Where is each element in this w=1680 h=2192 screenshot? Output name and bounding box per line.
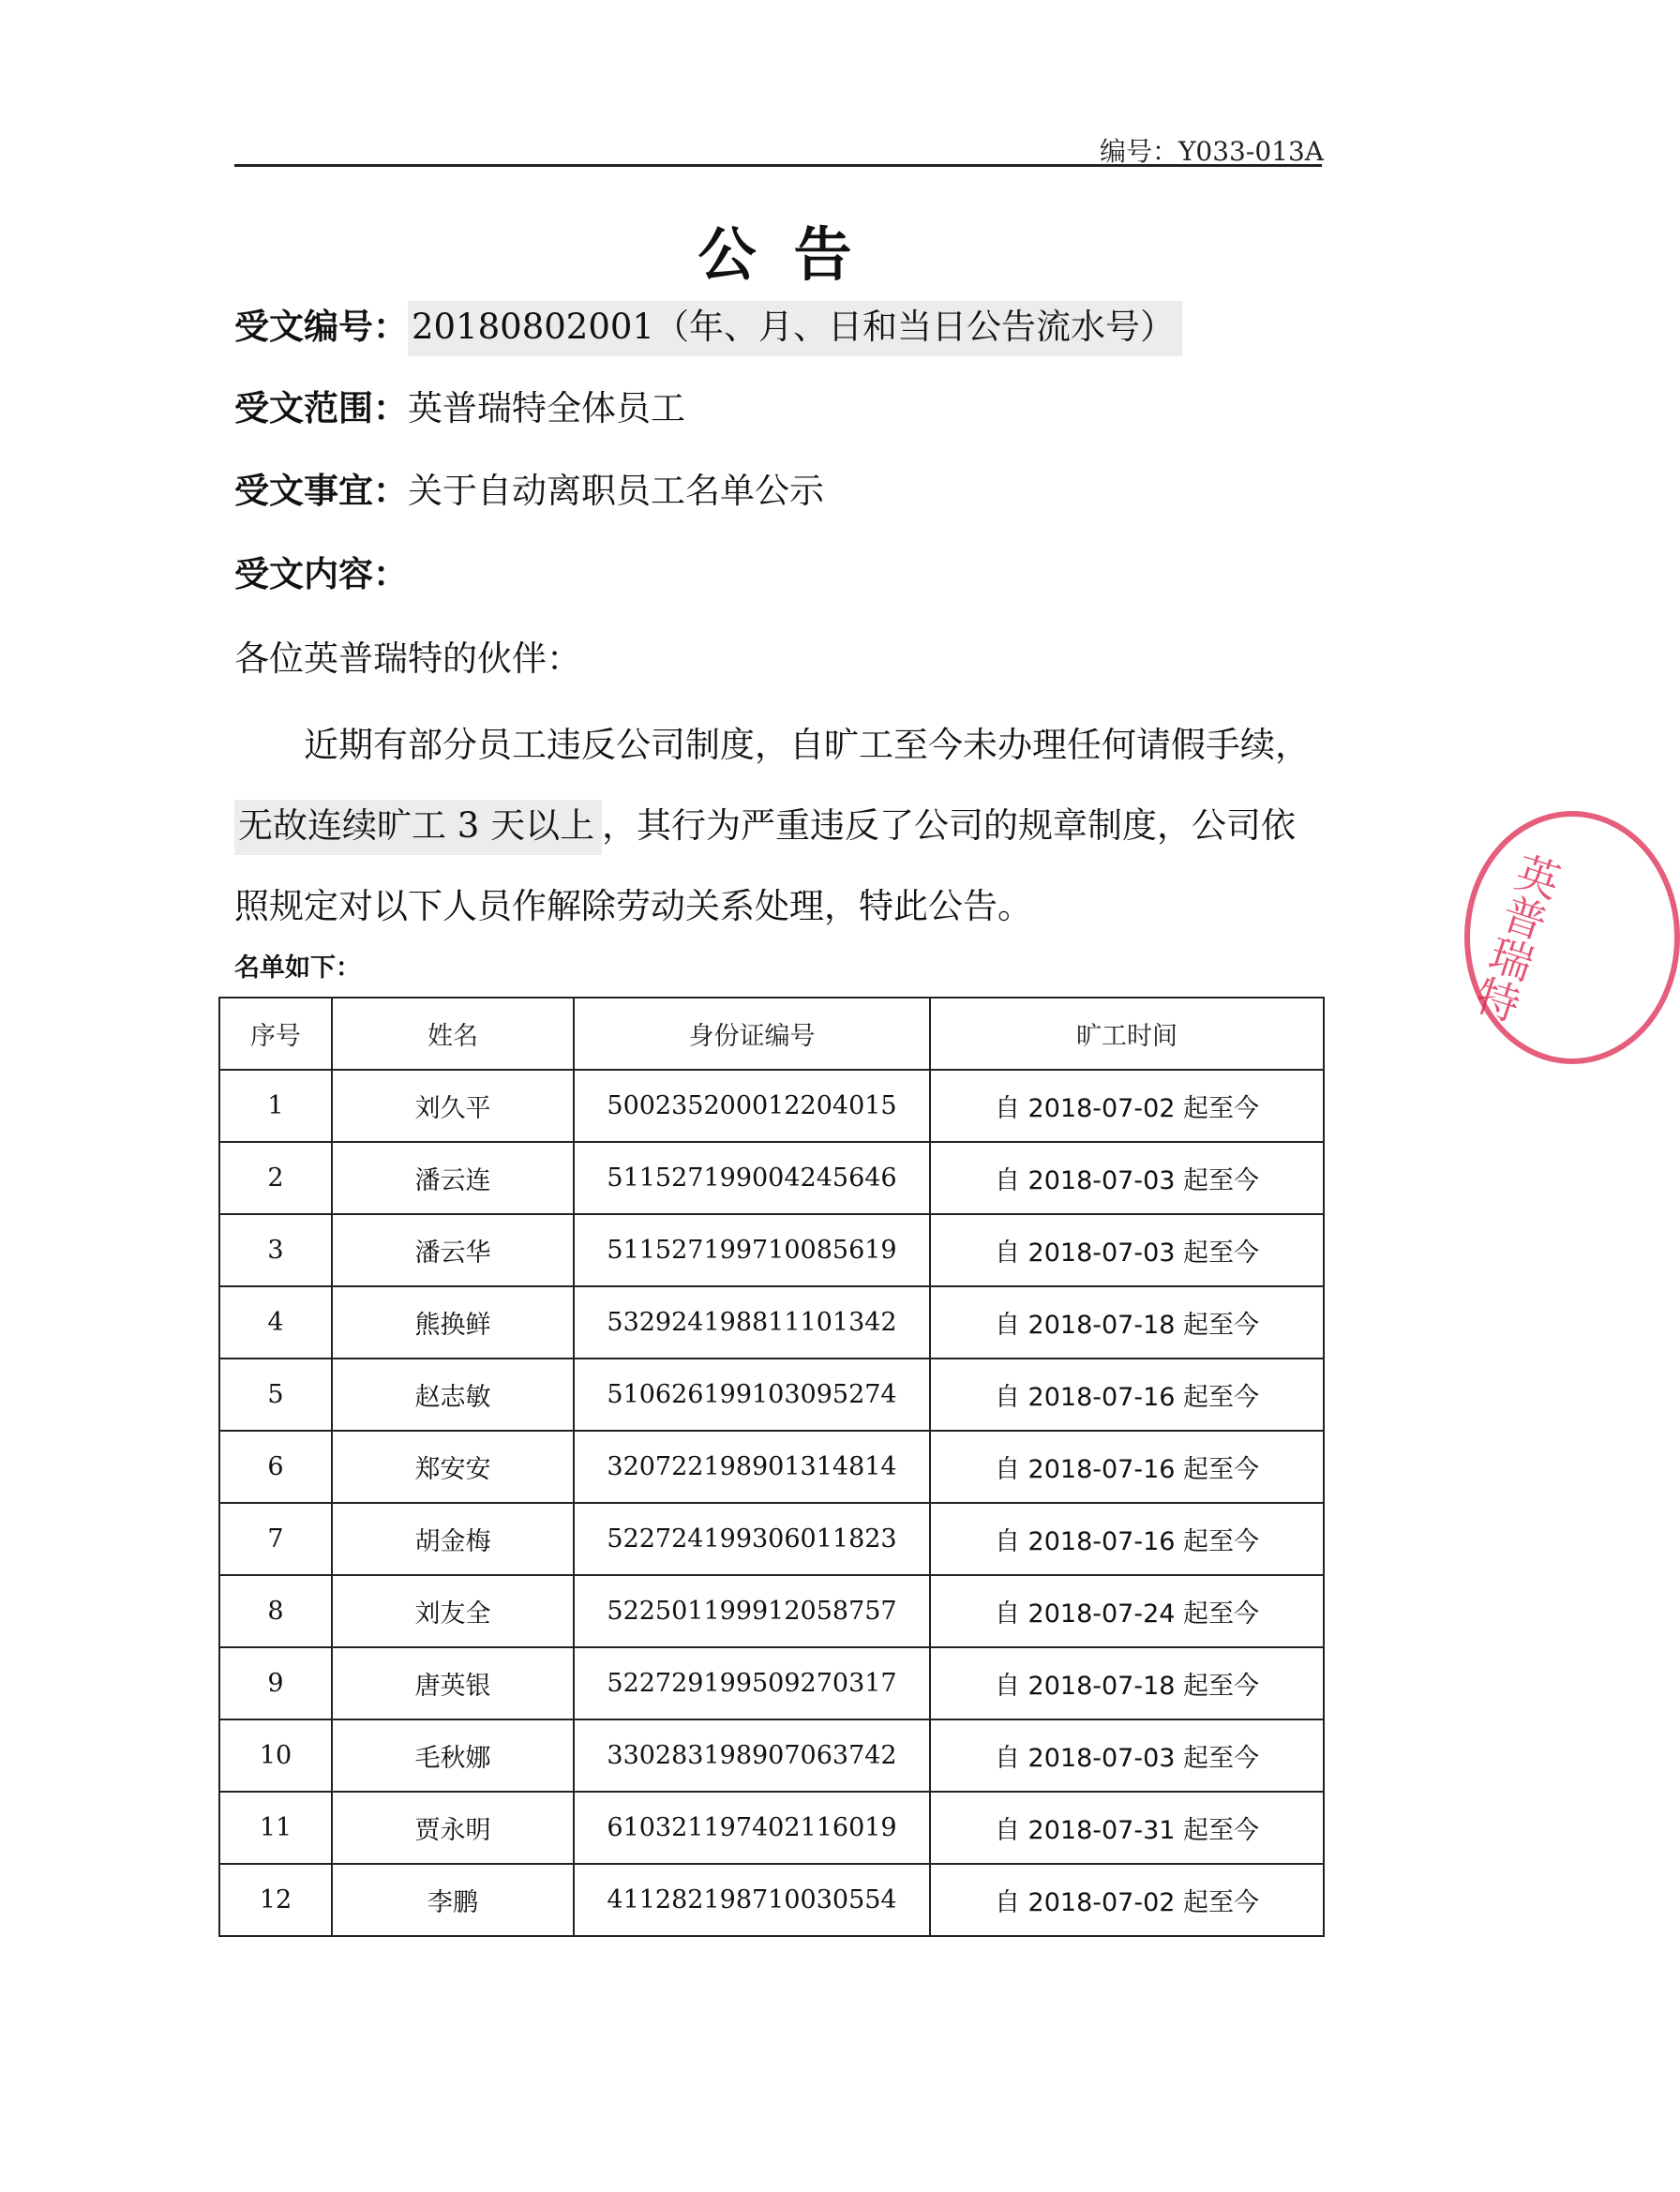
cell-name: 赵志敏	[332, 1359, 574, 1431]
table-row	[219, 1792, 1324, 1864]
header-id-number: 身份证编号	[574, 998, 930, 1070]
cell-id-number: 532924198811101342	[574, 1286, 930, 1359]
table-row	[219, 1719, 1324, 1792]
cell-index: 4	[219, 1286, 332, 1359]
field-document-number	[234, 298, 1182, 349]
field-scope	[234, 380, 685, 430]
table-row	[219, 1070, 1324, 1142]
cell-index: 2	[219, 1142, 332, 1214]
header-name: 姓名	[332, 998, 574, 1070]
cell-id-number: 411282198710030554	[574, 1864, 930, 1936]
cell-id-number: 522501199912058757	[574, 1575, 930, 1647]
field-value: 关于自动离职员工名单公示	[408, 471, 824, 511]
cell-name: 胡金梅	[332, 1503, 574, 1575]
cell-absence-time: 自 2018-07-02 起至今	[930, 1864, 1324, 1936]
table-row	[219, 1214, 1324, 1286]
cell-name: 刘久平	[332, 1070, 574, 1142]
cell-name: 唐英银	[332, 1647, 574, 1719]
header-absence-time: 旷工时间	[930, 998, 1324, 1070]
table-row	[219, 1864, 1324, 1936]
cell-id-number: 320722198901314814	[574, 1431, 930, 1503]
cell-index: 10	[219, 1719, 332, 1792]
cell-index: 1	[219, 1070, 332, 1142]
field-value: 20180802001（年、月、日和当日公告流水号）	[408, 301, 1182, 356]
cell-absence-time: 自 2018-07-16 起至今	[930, 1503, 1324, 1575]
cell-absence-time: 自 2018-07-03 起至今	[930, 1142, 1324, 1214]
document-number: 编号：Y033-013A	[1099, 136, 1324, 167]
cell-absence-time: 自 2018-07-03 起至今	[930, 1214, 1324, 1286]
cell-name: 潘云华	[332, 1214, 574, 1286]
greeting: 各位英普瑞特的伙伴：	[234, 638, 581, 679]
cell-id-number: 500235200012204015	[574, 1070, 930, 1142]
table-row	[219, 1142, 1324, 1214]
cell-index: 11	[219, 1792, 332, 1864]
cell-absence-time: 自 2018-07-02 起至今	[930, 1070, 1324, 1142]
table-row	[219, 1431, 1324, 1503]
cell-id-number: 511527199004245646	[574, 1142, 930, 1214]
cell-index: 6	[219, 1431, 332, 1503]
cell-absence-time: 自 2018-07-16 起至今	[930, 1359, 1324, 1431]
paragraph-text: ，其行为严重违反了公司的规章制度，公司依照规定对以下人员作解除劳动关系处理，特此公告。	[234, 805, 1297, 926]
field-label: 受文范围：	[234, 388, 408, 428]
body-paragraph	[234, 705, 1322, 947]
table-row	[219, 1647, 1324, 1719]
cell-index: 9	[219, 1647, 332, 1719]
dismissal-table	[218, 997, 1325, 1937]
table-row	[219, 1286, 1324, 1359]
company-seal-text: 英普瑞特	[1464, 847, 1567, 1028]
field-label: 受文事宜：	[234, 471, 408, 511]
cell-id-number: 510626199103095274	[574, 1359, 930, 1431]
header-rule	[234, 164, 1322, 167]
cell-name: 贾永明	[332, 1792, 574, 1864]
cell-id-number: 522729199509270317	[574, 1647, 930, 1719]
field-content	[234, 546, 408, 596]
cell-absence-time: 自 2018-07-03 起至今	[930, 1719, 1324, 1792]
cell-name: 李鹏	[332, 1864, 574, 1936]
table-row	[219, 1503, 1324, 1575]
header-index: 序号	[219, 998, 332, 1070]
field-label: 受文编号：	[234, 307, 408, 347]
table-row	[219, 1359, 1324, 1431]
cell-absence-time: 自 2018-07-18 起至今	[930, 1286, 1324, 1359]
cell-index: 3	[219, 1214, 332, 1286]
field-value: 英普瑞特全体员工	[408, 388, 685, 428]
cell-index: 5	[219, 1359, 332, 1431]
field-subject	[234, 462, 824, 513]
cell-absence-time: 自 2018-07-24 起至今	[930, 1575, 1324, 1647]
cell-name: 毛秋娜	[332, 1719, 574, 1792]
cell-absence-time: 自 2018-07-16 起至今	[930, 1431, 1324, 1503]
table-header-row	[219, 998, 1324, 1070]
field-label: 受文内容：	[234, 554, 408, 594]
cell-absence-time: 自 2018-07-18 起至今	[930, 1647, 1324, 1719]
cell-id-number: 522724199306011823	[574, 1503, 930, 1575]
paragraph-text: 近期有部分员工违反公司制度，自旷工至今未办理任何请假手续，	[304, 725, 1310, 765]
paragraph-highlight: 无故连续旷工 3 天以上	[234, 800, 602, 855]
cell-index: 12	[219, 1864, 332, 1936]
cell-name: 潘云连	[332, 1142, 574, 1214]
cell-absence-time: 自 2018-07-31 起至今	[930, 1792, 1324, 1864]
list-caption: 名单如下：	[234, 953, 361, 983]
cell-name: 郑安安	[332, 1431, 574, 1503]
cell-name: 刘友全	[332, 1575, 574, 1647]
cell-index: 8	[219, 1575, 332, 1647]
cell-id-number: 511527199710085619	[574, 1214, 930, 1286]
cell-index: 7	[219, 1503, 332, 1575]
cell-id-number: 610321197402116019	[574, 1792, 930, 1864]
cell-id-number: 330283198907063742	[574, 1719, 930, 1792]
cell-name: 熊换鲜	[332, 1286, 574, 1359]
notice-title: 公告	[698, 220, 890, 289]
table-row	[219, 1575, 1324, 1647]
